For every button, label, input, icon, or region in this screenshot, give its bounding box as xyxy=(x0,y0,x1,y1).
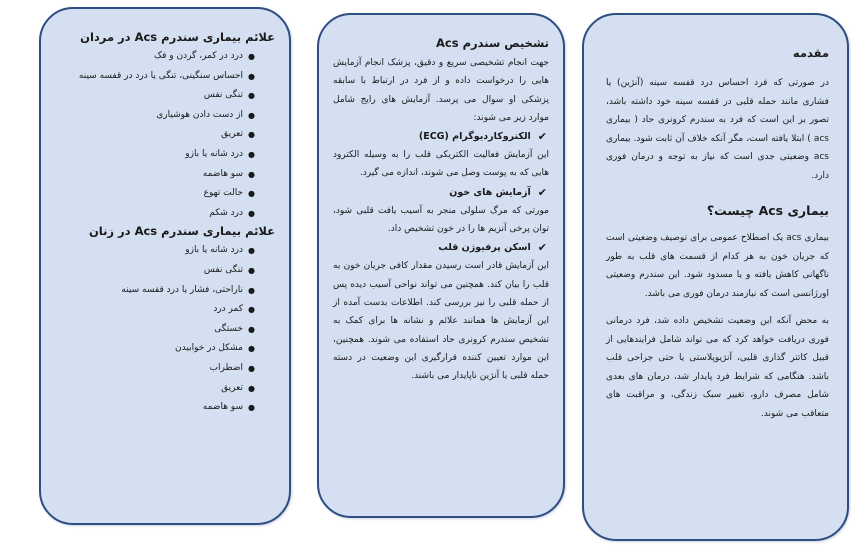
intro-panel xyxy=(582,13,849,541)
check-icon: ✔ xyxy=(537,130,547,144)
list-item: ● کمر درد xyxy=(55,300,275,320)
women-symptoms-list xyxy=(55,241,275,417)
women-symptoms-heading: علائم بیماری سندرم Acs در زنان xyxy=(88,224,275,239)
bullet-icon: ● xyxy=(248,71,255,81)
test-ecg-heading xyxy=(333,127,549,146)
list-item: ● درد در کمر، گردن و فک xyxy=(55,47,275,67)
test-perfusion-desc: این آزمایش قادر است رسیدن مقدار کافی جریان خون به قلب را بیان کند. همچنین می تواند نواحی آسیب دیده پس از حمله قلبی را نیز بررسی کند. اطلاعات بدست آمده از این آزمایش ها همانند علائم و نشانه ها برای کمک به تشخیص سندرم کرونری حاد استفاده می شوند. همچنین، این موارد تعیین کننده قرارگیری این وضعیت در دسته حمله قلبی یا آنژین ناپایدار می باشند. xyxy=(333,261,549,382)
list-item: ● ناراحتی، فشار یا درد قفسه سینه xyxy=(55,281,275,301)
list-item: ● از دست دادن هوشیاری xyxy=(55,106,275,126)
diagnosis-heading: تشخیص سندرم Acs xyxy=(436,36,549,50)
list-item: ● تنگی نفس xyxy=(55,86,275,106)
check-icon: ✔ xyxy=(537,241,547,255)
bullet-icon: ● xyxy=(248,344,255,354)
test-blood-desc: مورتی که مرگ سلولی منجر به آسیب یافت قلبی شود، توان پرخی آنزیم ها را در خون تشخیص داد. xyxy=(333,205,549,235)
list-item: ● احساس سنگینی، تنگی یا درد در قفسه سینه xyxy=(55,67,275,87)
men-symptoms-list xyxy=(55,47,275,223)
bullet-icon: ● xyxy=(248,189,255,199)
men-symptoms-heading: علائم بیماری سندرم Acs در مردان xyxy=(80,30,275,44)
bullet-icon: ● xyxy=(248,403,255,413)
bullet-icon: ● xyxy=(248,383,255,393)
list-item: ● درد شانه یا بازو xyxy=(55,241,275,261)
treatment-paragraph: به محض آنکه این وضعیت تشخیص داده شد، فرد درمانی فوری دریافت خواهد کرد که می تواند شامل فرایندهایی از قبیل کاتتر گذاری قلبی، آنژیوپلاستی یا حتی جراحی قلب باشد. هنگامی که شرایط فرد پایدار شد، درمان های بعدی شامل مصرف دارو، تغییر سبک زندگی، و مراقبت های متعاقب می شوند. xyxy=(606,316,829,419)
test-blood-heading xyxy=(333,183,549,202)
bullet-icon: ● xyxy=(248,52,255,61)
bullet-icon: ● xyxy=(248,363,255,373)
bullet-icon: ● xyxy=(248,324,255,334)
list-item: ● درد شانه یا بازو xyxy=(55,145,275,165)
test-name: آزمایش های خون xyxy=(449,186,531,198)
bullet-icon: ● xyxy=(248,91,255,101)
diagnosis-panel xyxy=(317,13,565,518)
intro-paragraph: در صورتی که فرد احساس درد قفسه سینه (آنژین) یا فشاری مانند حمله قلبی در قفسه سینه خود داشته باشد، تصور بر این است که فرد به سندرم کرونری حاد ( بیماری acs ) ابتلا یافته است، مگر آنکه خلاف آن ثابت شود. بیماری acs وضعیتی جدی است که نیاز به توجه و درمان فوری دارد. xyxy=(606,78,829,181)
list-item: ● اضطراب xyxy=(55,359,275,379)
bullet-icon: ● xyxy=(248,169,255,179)
list-item: ● تعریق xyxy=(55,125,275,145)
bullet-icon: ● xyxy=(248,110,255,120)
intro-heading: مقدمه xyxy=(792,46,829,60)
list-item: ● سو هاضمه xyxy=(55,398,275,418)
bullet-icon: ● xyxy=(248,130,255,140)
what-is-acs-heading: بیماری Acs چیست؟ xyxy=(706,203,829,218)
test-name: الکتروکاردیوگرام (ECG) xyxy=(418,131,531,143)
what-is-acs-paragraph: بیماری acs یک اصطلاح عمومی برای توصیف وضعیتی است که جریان خون به هر کدام از قسمت های قلب به طور ناگهانی کاهش یافته و یا مسدود شود. این سندرم وضعیتی اورژانسی است که نیازمند درمان فوری می باشد. xyxy=(606,233,829,299)
bullet-icon: ● xyxy=(248,285,255,295)
bullet-icon: ● xyxy=(248,305,255,315)
bullet-icon: ● xyxy=(248,149,255,159)
symptoms-panel xyxy=(39,7,291,525)
list-item: ● تنگی نفس xyxy=(55,261,275,281)
check-icon: ✔ xyxy=(537,185,547,199)
test-perfusion-heading xyxy=(333,238,549,257)
list-item: ● حالت تهوع xyxy=(55,184,275,204)
list-item: ● مشکل در خوابیدن xyxy=(55,339,275,359)
bullet-icon: ● xyxy=(248,265,255,275)
test-name: اسکن پرفیوژن قلب xyxy=(438,242,531,254)
list-item: ● خستگی xyxy=(55,320,275,340)
diagnosis-intro: جهت انجام تشخیصی سریع و دقیق، پزشک انجام آزمایش هایی را درخواست داده و از فرد در ارتباط با سابقه پزشکی او سوال می پرسد. آزمایش های رایج شامل موارد زیر می شوند: xyxy=(333,58,549,123)
list-item: ● تعریق xyxy=(55,379,275,399)
test-ecg-desc: این آزمایش فعالیت الکتریکی قلب را به وسیله الکترود هایی که به پوست وصل می شوند، اندازه می گیرد. xyxy=(333,150,549,179)
bullet-icon: ● xyxy=(248,246,255,256)
list-item: ● سو هاضمه xyxy=(55,165,275,185)
bullet-icon: ● xyxy=(248,208,255,218)
list-item: ● درد شکم xyxy=(55,204,275,224)
